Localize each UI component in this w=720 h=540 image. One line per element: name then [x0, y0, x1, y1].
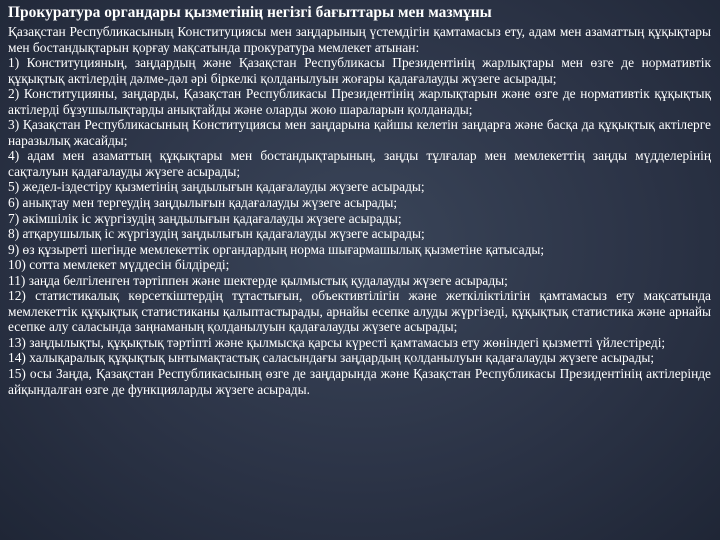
list-item-10: 10) сотта мемлекет мүддесін білдіреді;	[8, 257, 230, 273]
list-item-13: 13) заңдылықты, құқықтық тәртіпті және қылмысқа қарсы күресті қамтамасыз ету жөніндегі қызметті үйлестіреді;	[8, 334, 666, 350]
list-item-4: 4) адам мен азаматтың құқықтары мен бостандықтарының, заңды тұлғалар мен мемлекеттің заңды мүдделерінің сақталуын қадағалауды жүзеге асырады;	[8, 148, 711, 179]
list-item-5: 5) жедел-іздестіру қызметінің заңдылығын қадағалауды жүзеге асырады;	[8, 179, 425, 195]
list-item-11: 11) заңда белгіленген тәртіппен және шектерде қылмыстық қудалауды жүзеге асырады;	[8, 272, 508, 288]
slide-content	[8, 24, 711, 397]
list-item-12: 12) статистикалық көрсеткіштердің тұтастығын, объективтілігін және жеткіліктілігін қамтамасыз ету мақсатында мемлекеттік құқықтық статистиканы қалыптастырады, арнайы есепке алуды жүргізеді, құқықтық статистика және арнайы есепке алу саласында заңнаманың қолданылуын қадағалауды жүзеге асырады;	[8, 288, 711, 335]
list-item-6: 6) анықтау мен тергеудің заңдылығын қадағалауды жүзеге асырады;	[8, 195, 398, 211]
list-item-15: 15) осы Заңда, Қазақстан Республикасының өзге де заңдарында және Қазақстан Республикасы Президентінің актілерінде айқындалған өзге де функцияларды жүзеге асырады.	[8, 366, 711, 397]
intro-paragraph: Қазақстан Республикасының Конституциясы мен заңдарының үстемдігін қамтамасыз ету, адам мен азаматтың құқықтары мен бостандықтарын қорғау мақсатында прокуратура мемлекет атынан:	[8, 24, 711, 55]
list-item-8: 8) атқарушылық іс жүргізудің заңдылығын қадағалауды жүзеге асырады;	[8, 226, 425, 242]
list-item-2: 2) Конституцияны, заңдарды, Қазақстан Республикасы Президентінің жарлықтарын және өзге де нормативтік құқықтық актілерді бұзушылықтарды анықтайды және оларды жою шараларын қолданады;	[8, 86, 711, 117]
list-item-3: 3) Қазақстан Республикасының Конституциясы мен заңдарына қайшы келетін заңдарға және басқа да құқықтық актілерге наразылық жасайды;	[8, 117, 711, 148]
slide-title: Прокуратура органдары қызметінің негізгі бағыттары мен мазмұны	[8, 4, 492, 21]
list-item-14: 14) халықаралық құқықтық ынтымақтастық саласындағы заңдардың қолданылуын қадағалауды жүзеге асырады;	[8, 350, 655, 366]
list-item-9: 9) өз құзыреті шегінде мемлекеттік органдардың норма шығармашылық қызметіне қатысады;	[8, 241, 545, 257]
list-item-7: 7) әкімшілік іс жүргізудің заңдылығын қадағалауды жүзеге асырады;	[8, 210, 402, 226]
list-item-1: 1) Конституцияның, заңдардың және Қазақстан Республикасы Президентінің жарлықтары мен өзге де нормативтік құқықтық актілердің дәлме-дәл әрі біркелкі қолданылуын жоғары қадағалауды жүзеге асырады;	[8, 55, 711, 86]
